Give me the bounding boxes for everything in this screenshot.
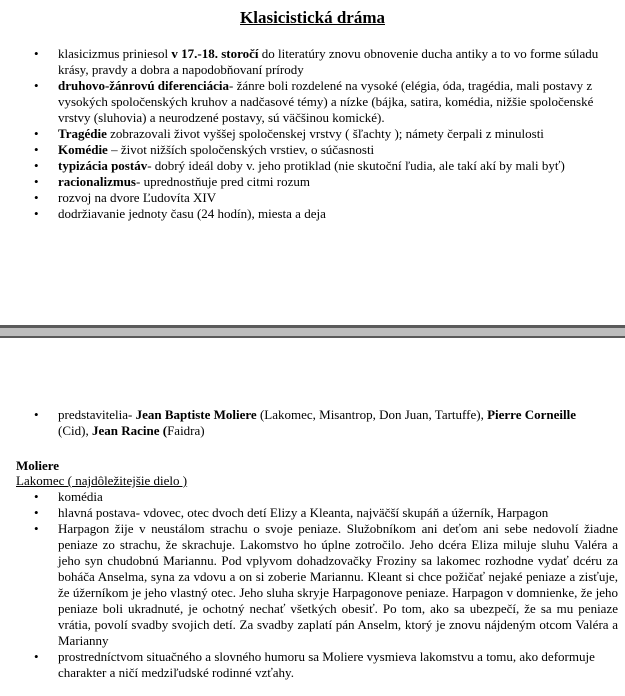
bullet-item [58, 78, 603, 126]
text: - uprednostňuje pred citmi rozum [136, 174, 311, 189]
representatives-bullet-list [58, 407, 603, 439]
text: klasicizmus priniesol [58, 46, 172, 61]
page-break-bar [0, 328, 625, 336]
bold-text: typizácia postáv [58, 158, 148, 173]
bold-text: druhovo-žánrovú diferenciácia [58, 78, 230, 93]
text: rozvoj na dvore Ľudovíta XIV [58, 190, 217, 205]
text: do literatúry znovu obnovenie ducha antiky a to vo forme súladu krásy, pravdy a dobra a napodobňovaní prírody [58, 46, 599, 77]
intro-bullet-list [58, 46, 603, 222]
bullet-item [58, 46, 603, 78]
text: – život nižších spoločenských vrstiev, o súčasnosti [107, 142, 375, 157]
bullet-item [58, 407, 603, 439]
text: Faidra) [167, 423, 205, 438]
bold-text: racionalizmus [58, 174, 136, 189]
text: hlavná postava- vdovec, otec dvoch detí Elizy a Kleanta, najväčší skupáň a úžerník, Harpagon [58, 505, 549, 520]
text: (Lakomec, Misantrop, Don Juan, Tartuffe), [256, 407, 488, 422]
bullet-item [58, 126, 603, 142]
bullet-item [58, 174, 603, 190]
bold-text: v 17.-18. storočí [171, 46, 259, 61]
bold-text: Tragédie [58, 126, 107, 141]
bullet-item [58, 190, 603, 206]
text: - žánre boli rozdelené na vysoké (elégia, óda, tragédia, mali postavy z vysokých spoločenských kruhov a nadčasové témy) a nízke (bájka, satira, komédia, nižšie spoločenské vrstvy (sluhovia) a neurodzené postavy, sú väčšinou komické). [58, 78, 594, 125]
lakomec-bullet-list [58, 489, 618, 681]
bullet-item [58, 142, 603, 158]
document-title: Klasicistická dráma [240, 8, 385, 27]
text: (Cid), [58, 423, 92, 438]
text: Harpagon žije v neustálom strachu o svoje peniaze. Služobníkom ani deťom ani sebe nedovolí žiadne peniaze zo strachu, že skrachuje. Lakomstvo ho úplne zotročilo. Jeho dcéra Eliza miluje sluhu Valéra a jeho syn chudobnú Mariannu. Pod vplyvom dohadzovačky Froziny sa lakomec rozhodne vydať dcéru za boháča Anselma, syna za vdovu a on si zoberie Mariannu. Kleant si chce požičať nejaké peniaze a zisťuje, že úžerníkom je jeho vlastný otec. Jeho sluha skryje Harpagonove peniaze. Harpagon v domnienke, že jeho peniaze boli ukradnuté, je ochotný nechať všetkých obesiť. Po tom, ako sa ubezpečí, že sa mu peniaze vrátia, povolí svadby svojich detí. Za svadby zaplatí pán Anselm, ktorý je znovu nájdeným otcom Valéra a Marianny [58, 521, 618, 648]
section-subheading: Lakomec ( najdôležitejšie dielo ) [16, 473, 188, 488]
bullet-item [58, 521, 618, 649]
bullet-item [58, 489, 618, 505]
bullet-item [58, 649, 618, 681]
text: komédia [58, 489, 103, 504]
bold-text: Jean Baptiste Moliere [135, 407, 257, 422]
bold-text: Jean Racine ( [91, 423, 168, 438]
text: - dobrý ideál doby v. jeho protiklad (nie skutoční ľudia, ale takí akí by mali byť) [147, 158, 565, 173]
text: predstavitelia- [58, 407, 136, 422]
bullet-item [58, 158, 603, 174]
text: prostredníctvom situačného a slovného humoru sa Moliere vysmieva lakomstvu a tomu, ako deformuje charakter a ničí medziľudské rodinné vzťahy. [58, 649, 595, 680]
bold-text: Komédie [58, 142, 108, 157]
page-break-line [0, 336, 625, 338]
bullet-item [58, 206, 603, 222]
text: dodržiavanie jednoty času (24 hodín), miesta a deja [58, 206, 326, 221]
bold-text: Pierre Corneille [487, 407, 576, 422]
section-heading: Moliere [16, 458, 60, 473]
text: zobrazovali život vyššej spoločenskej vrstvy ( šľachty ); námety čerpali z minulosti [106, 126, 544, 141]
bullet-item [58, 505, 618, 521]
